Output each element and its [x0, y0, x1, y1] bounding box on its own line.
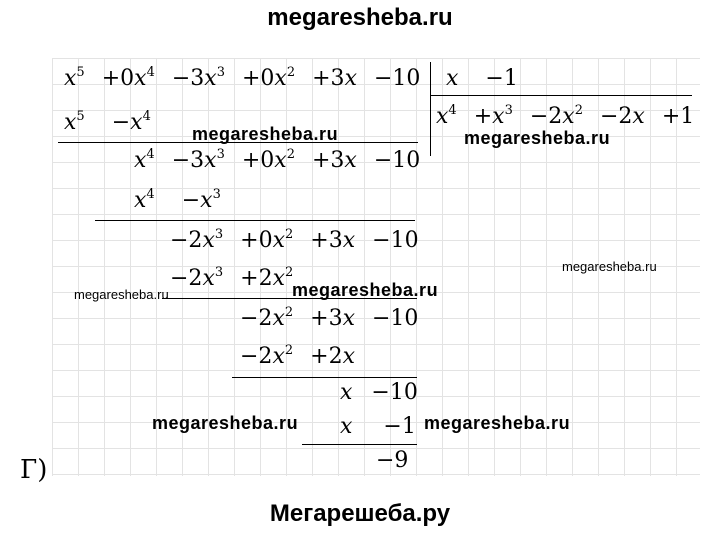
step-row [170, 228, 419, 257]
step-term: $x^4$ [134, 147, 155, 173]
quotient-term: $-2x^2$ [529, 103, 583, 129]
step-term: $x^5$ [64, 109, 85, 135]
step-row [340, 414, 416, 440]
step-term: −10 [371, 380, 418, 405]
dividend-term: $-3x^3$ [171, 65, 225, 91]
step-row [134, 188, 221, 217]
dividend-row [64, 66, 420, 95]
quotient-term: $x^4$ [436, 103, 457, 129]
step-term: $+2x^2$ [240, 265, 294, 291]
watermark: megaresheba.ru [152, 413, 299, 433]
step-term: −10 [372, 228, 419, 253]
step-term: $x^4$ [134, 187, 155, 213]
divisor-underline [430, 95, 692, 96]
step-term: −10 [372, 306, 419, 331]
divisor-term: −1 [485, 66, 518, 91]
watermark: megaresheba.ru [562, 259, 657, 274]
dividend-term: $+0x^4$ [101, 65, 155, 91]
step-term: x [340, 414, 353, 439]
dividend-term: −10 [373, 66, 421, 91]
site-header: megaresheba.ru [267, 4, 453, 31]
step-term: +3x [311, 148, 357, 173]
step-term: x [340, 380, 353, 405]
step-term: $-x^3$ [181, 187, 221, 213]
step-term: $-2x^2$ [240, 343, 294, 369]
quotient-term: +1 [661, 104, 695, 129]
step-row [64, 110, 151, 139]
dividend-term: $x^5$ [64, 65, 85, 91]
step-row [134, 148, 420, 177]
remainder: −9 [376, 448, 409, 473]
watermark: megaresheba.ru [192, 124, 339, 144]
step-term: $+0x^2$ [241, 147, 295, 173]
step-line-2 [95, 220, 415, 221]
dividend-term: +3x [312, 66, 357, 91]
step-term: −1 [383, 414, 416, 439]
step-term: $-2x^2$ [240, 305, 294, 331]
step-term: $-x^4$ [111, 109, 151, 135]
division-vertical-line [430, 62, 431, 156]
site-footer: Мегарешеба.ру [269, 500, 451, 527]
step-term: +3x [310, 228, 356, 253]
step-row [170, 266, 293, 295]
step-line-5 [302, 444, 417, 445]
watermark: megaresheba.ru [424, 413, 571, 433]
divisor-row [446, 66, 518, 92]
quotient-term: −2x [599, 104, 645, 129]
problem-letter: Г) [20, 455, 48, 485]
step-term: $+0x^2$ [240, 227, 294, 253]
step-term: +2x [310, 344, 355, 369]
quotient-term: $+x^3$ [473, 103, 513, 129]
watermark: megaresheba.ru [464, 128, 611, 148]
step-line-4 [232, 377, 417, 378]
step-term: $-2x^3$ [170, 265, 224, 291]
step-term: +3x [310, 306, 355, 331]
step-row [240, 306, 418, 335]
dividend-term: $+0x^2$ [241, 65, 296, 91]
divisor-term: x [446, 66, 459, 91]
step-row [240, 344, 355, 373]
step-term: $-2x^3$ [170, 227, 224, 253]
step-row [340, 380, 418, 406]
watermark: megaresheba.ru [74, 287, 169, 302]
watermark: megaresheba.ru [292, 280, 439, 300]
step-term: $-3x^3$ [171, 147, 225, 173]
step-term: −10 [373, 148, 421, 173]
